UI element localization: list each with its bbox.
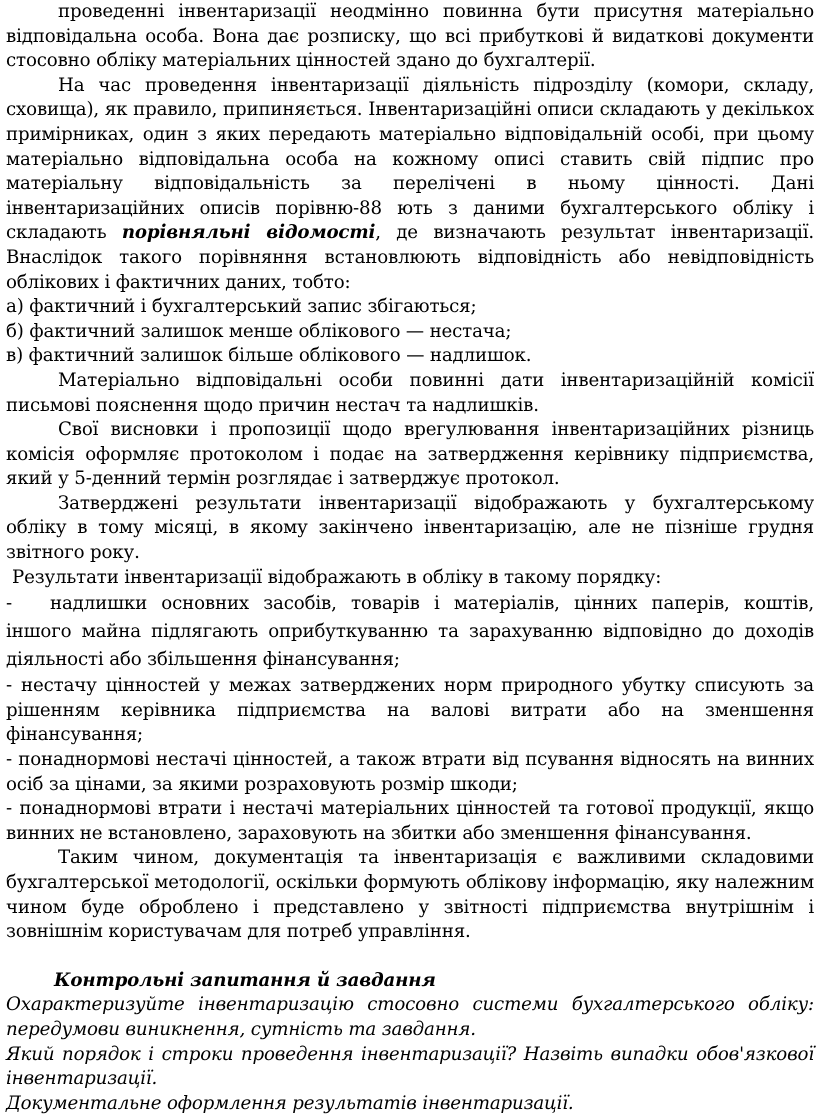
document-page <box>6 0 814 1116</box>
question-1: Охарактеризуйте інвентаризацію стосовно системи бухгалтерського обліку: передумови виникнення, сутність та завдання. <box>6 994 814 1040</box>
dash-item-1 <box>6 590 814 674</box>
list-item-b: б) фактичний залишок менше облікового — нестача; <box>6 320 512 342</box>
question-2: Який порядок і строки проведення інвентаризації? Назвіть випадки обов'язкової інвентаризації. <box>6 1043 814 1090</box>
comparative-statements-term: порівняльні відомості <box>121 222 376 244</box>
dash-item-2: - нестачу цінностей у межах затверджених норм природного убутку списують за рішенням керівника підприємства на валові витрати або на зменшення фінансування; <box>6 675 814 746</box>
paragraph-2-text-start: На час проведення інвентаризації діяльність підрозділу (комори, складу, сховища), як правило, припиняється. Інвентаризаційні описи складають у декількох примірниках, один з яких передають матеріально відповідальній особі, при цьому матеріально відповідальна особа на кожному описі ставить свій підпис про матеріальну відповідальність за перелічені в ньому цінності. Дані інвентаризаційних описів порівню-88 ють з даними бухгалтерського обліку і складають <box>6 74 814 244</box>
dash-item-3: - понаднормові нестачі цінностей, а також втрати від псування відносять на винних осіб за цінами, за якими розраховують розмір шкоди; <box>6 749 814 795</box>
paragraph-4: Свої висновки і пропозиції щодо врегулювання інвентаризаційних різниць комісія оформляє протоколом і подає на затвердження керівнику підприємства, який у 5-денний термін розглядає і затверджує протокол. <box>6 419 814 490</box>
paragraph-2 <box>6 74 814 295</box>
paragraph-6: Результати інвентаризації відображають в обліку в такому порядку: <box>12 566 662 588</box>
paragraph-3: Матеріально відповідальні особи повинні дати інвентаризаційній комісії письмові пояснення щодо причин нестач та надлишків. <box>6 369 814 416</box>
questions-heading: Контрольні запитання й завдання <box>54 969 436 991</box>
question-3: Документальне оформлення результатів інвентаризації. <box>6 1092 574 1114</box>
dash-marker: - <box>6 593 12 615</box>
dash-item-1-text: надлишки основних засобів, товарів і матеріалів, цінних паперів, коштів, іншого майна підлягають оприбуткуванню та зарахуванню відповідно до доходів діяльності або збільшення фінансування; <box>6 593 814 671</box>
list-item-c: в) фактичний залишок більше облікового — надлишок. <box>6 345 532 367</box>
paragraph-5: Затверджені результати інвентаризації відображають у бухгалтерському обліку в тому місяці, в якому закінчено інвентаризацію, але не пізніше грудня звітного року. <box>6 492 814 564</box>
paragraph-1: проведенні інвентаризації неодмінно повинна бути присутня матеріально відповідальна особа. Вона дає розписку, що всі прибуткові й видаткові документи стосовно обліку матеріальних цінностей здано до бухгалтерії. <box>6 1 814 72</box>
list-item-a: а) фактичний і бухгалтерський запис збігаються; <box>6 296 477 318</box>
paragraph-7: Таким чином, документація та інвентаризація є важливими складовими бухгалтерської методології, оскільки формують облікову інформацію, яку належним чином буде оброблено і представлено у звітності підприємства внутрішнім і зовнішнім користувачам для потреб управління. <box>6 847 814 943</box>
dash-item-4: - понаднормові втрати і нестачі матеріальних цінностей та готової продукції, якщо винних не встановлено, зараховують на збитки або зменшення фінансування. <box>6 798 814 844</box>
paragraph-2-text-end: , де визначають результат інвентаризації. Внаслідок такого порівняння встановлюють відповідність або невідповідність облікових і фактичних даних, тобто: <box>6 222 814 293</box>
